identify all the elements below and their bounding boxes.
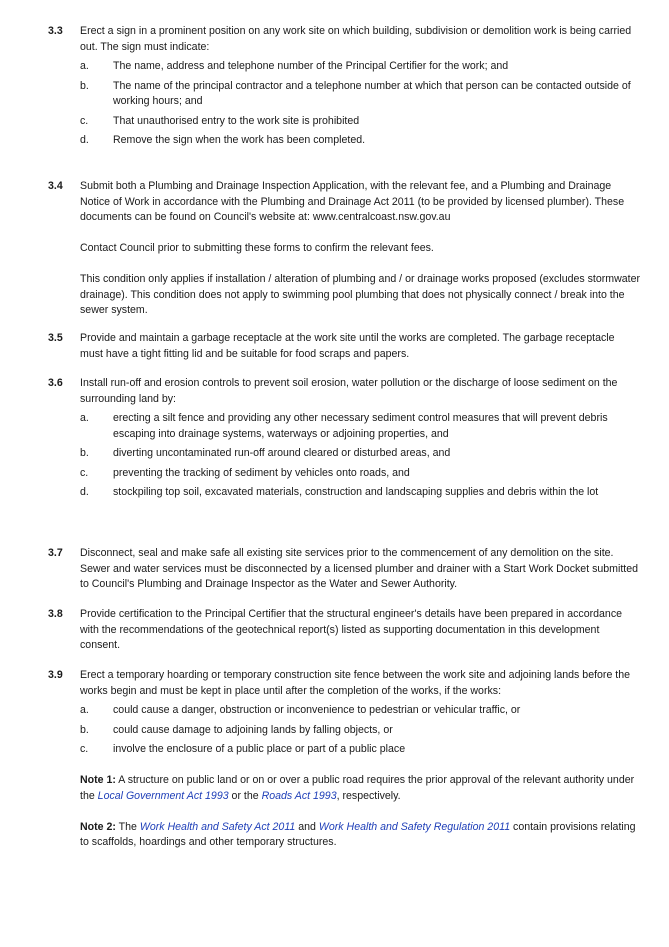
list-item-text: stockpiling top soil, excavated materials, construction and landscaping supplies and debris within the lot xyxy=(113,486,599,498)
section-paragraph: Submit both a Plumbing and Drainage Inspection Application, with the relevant fee, and a Plumbing and Drainage Notice of Work in accordance with the Plumbing and Drainage Act 2011 (to be provided by licensed plumber). These documents can be found on Council's website at: www.centralcoast.nsw.gov.au xyxy=(80,180,625,223)
list-letter: a. xyxy=(80,704,89,716)
list-item xyxy=(80,466,640,482)
list-item-text: That unauthorised entry to the work site is prohibited xyxy=(113,114,360,127)
list-letter: a. xyxy=(80,412,89,424)
list-item xyxy=(80,114,640,130)
section-text: Erect a sign in a prominent position on any work site on which building, subdivision or demolition work is being carried out. The sign must indicate: xyxy=(80,25,632,53)
list-item xyxy=(80,703,640,719)
list-item xyxy=(80,742,640,758)
list-item xyxy=(80,59,640,75)
list-item xyxy=(80,723,640,739)
section-number: 3.6 xyxy=(48,377,63,389)
local-government-act-link[interactable]: Local Government Act 1993 xyxy=(97,789,229,802)
section-number: 3.7 xyxy=(48,547,63,559)
list-letter: c. xyxy=(80,743,89,755)
list-letter: b. xyxy=(80,79,89,92)
whs-regulation-link[interactable]: Work Health and Safety Regulation 2011 xyxy=(318,820,511,833)
section-number: 3.5 xyxy=(48,332,63,344)
list-item-text: The name, address and telephone number of the Principal Certifier for the work; and xyxy=(113,60,509,72)
section-text: Disconnect, seal and make safe all existing site services prior to the commencement of any demolition on the site. Sewer and water services must be disconnected by a licensed plumber and drainer with a Start Work Docket submitted to Council's Plumbing and Drainage Inspector as the Water and Sewer Authority. xyxy=(80,547,639,590)
list-item xyxy=(80,79,640,110)
list-letter: c. xyxy=(80,466,89,479)
section-number: 3.8 xyxy=(48,608,63,620)
list-letter: c. xyxy=(80,114,89,127)
list-item xyxy=(80,411,640,442)
note-2 xyxy=(80,820,640,851)
list-letter: d. xyxy=(80,134,89,146)
section-text: Provide and maintain a garbage receptacle at the work site until the works are completed. The garbage receptacle must have a tight fitting lid and be suitable for food scraps and papers. xyxy=(80,332,615,360)
section-paragraph: This condition only applies if installation / alteration of plumbing and / or drainage works proposed (excludes stormwater drainage). This condition does not apply to swimming pool plumbing that does not physically connect / break into the sewer system. xyxy=(80,273,640,316)
section-text: Provide certification to the Principal Certifier that the structural engineer's details have been prepared in accordance with the recommendations of the geotechnical report(s) listed as supporting documentation in this development consent. xyxy=(80,608,623,651)
roads-act-link[interactable]: Roads Act 1993 xyxy=(261,789,337,802)
section-number: 3.4 xyxy=(48,180,63,192)
list-item xyxy=(80,133,640,149)
list-item-text: could cause damage to adjoining lands by falling objects, or xyxy=(113,723,393,736)
list-item xyxy=(80,446,640,462)
list-item-text: diverting uncontaminated run-off around cleared or disturbed areas, and xyxy=(113,447,451,459)
list-item-text: The name of the principal contractor and a telephone number at which that person can be contacted outside of working hours; and xyxy=(113,79,631,107)
note-text: , respectively. xyxy=(336,789,401,802)
list-item xyxy=(80,485,640,501)
section-text: Erect a temporary hoarding or temporary construction site fence between the work site and adjoining lands before the works begin and must be kept in place until after the completion of the works, if the works: xyxy=(80,669,631,697)
section-text: Install run-off and erosion controls to prevent soil erosion, water pollution or the discharge of loose sediment on the surrounding land by: xyxy=(80,377,618,405)
list-item-text: preventing the tracking of sediment by vehicles onto roads, and xyxy=(113,466,410,479)
list-item-text: could cause a danger, obstruction or inconvenience to pedestrian or vehicular traffic, or xyxy=(113,704,521,716)
note-label: Note 2: xyxy=(80,820,116,833)
list-letter: b. xyxy=(80,447,89,459)
section-number: 3.3 xyxy=(48,25,63,37)
note-text: A structure on public land or on or over a public road requires the prior approval of the relevant authority under the xyxy=(80,774,635,802)
list-letter: d. xyxy=(80,486,89,498)
section-number: 3.9 xyxy=(48,669,63,681)
list-item-text: erecting a silt fence and providing any other necessary sediment control measures that will prevent debris escaping into drainage systems, waterways or adjoining properties, and xyxy=(113,412,608,440)
note-text: contain provisions relating to scaffolds, hoardings and other temporary structures. xyxy=(80,820,636,848)
section-paragraph: Contact Council prior to submitting these forms to confirm the relevant fees. xyxy=(80,242,434,254)
note-text: and xyxy=(295,820,319,833)
list-item-text: involve the enclosure of a public place or part of a public place xyxy=(113,743,406,755)
note-label: Note 1: xyxy=(80,774,116,786)
list-letter: a. xyxy=(80,60,89,72)
list-item-text: Remove the sign when the work has been completed. xyxy=(113,134,366,146)
whs-act-link[interactable]: Work Health and Safety Act 2011 xyxy=(139,820,296,833)
list-letter: b. xyxy=(80,723,89,736)
note-1 xyxy=(80,773,640,804)
note-text: The xyxy=(115,820,140,833)
note-text: or the xyxy=(228,789,262,802)
